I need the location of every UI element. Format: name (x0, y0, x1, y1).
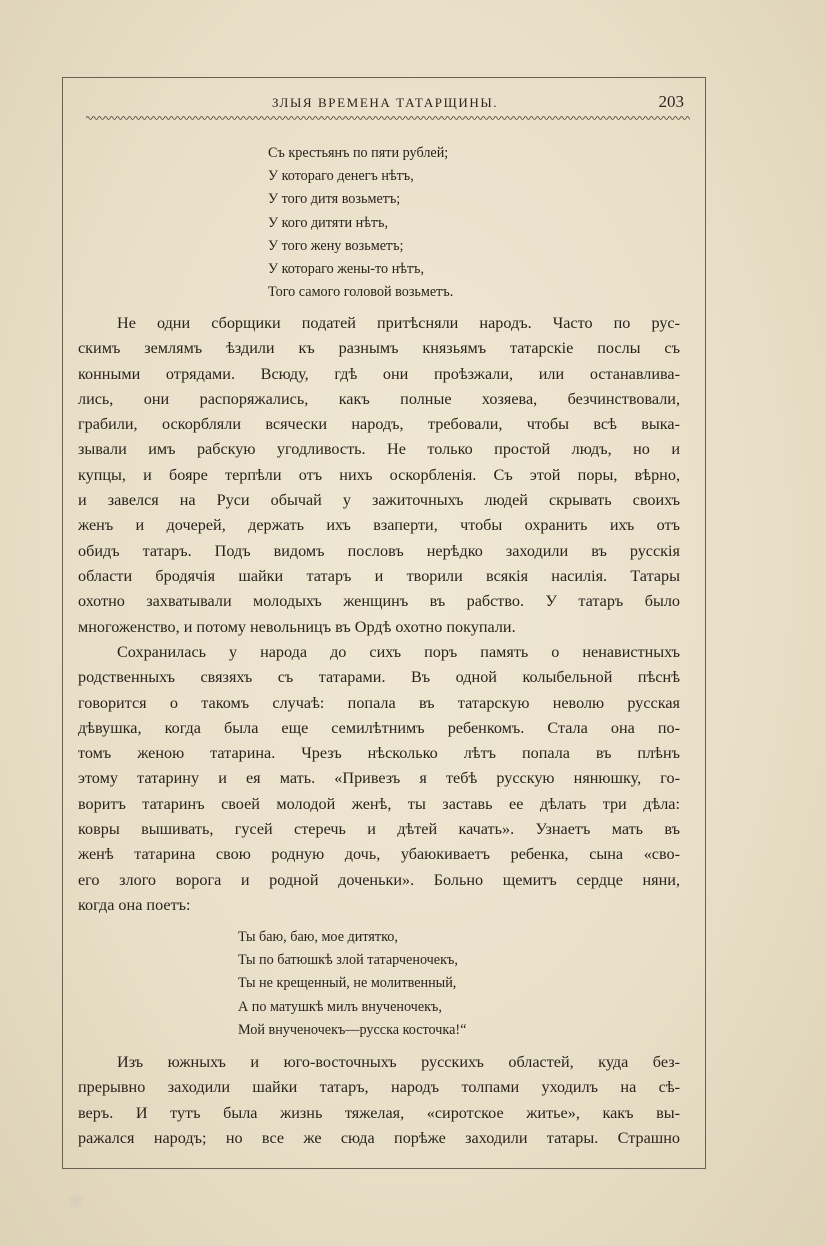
text-line: этому татарину и ея мать. «Привезъ я тебѣ русскую нянюшку, го- (78, 769, 680, 788)
paper-stain (68, 1193, 84, 1209)
text-line: Изъ южныхъ и юго-восточныхъ русскихъ областей, куда без- (117, 1053, 680, 1071)
poem-line: Мой внученочекъ—русска косточка!“ (238, 1021, 467, 1038)
text-line: зывали имъ рабскую угодливость. Не только простой людъ, но и (78, 440, 680, 459)
text-line: и завелся на Руси обычай у зажиточныхъ людей скрывать своихъ (78, 491, 680, 510)
page-number: 203 (658, 92, 684, 111)
text-line: родственныхъ связяхъ съ татарами. Въ одной колыбельной пѣснѣ (78, 668, 680, 687)
header-wavy-rule (86, 114, 690, 122)
text-line: лись, они распоряжались, какъ полные хозяева, безчинствовали, (78, 389, 680, 408)
text-line: Сохранилась у народа до сихъ поръ память о ненавистныхъ (117, 643, 680, 661)
poem-line: У того дитя возьметъ; (268, 191, 401, 208)
text-line: его злого ворога и родной доченьки». Больно щемитъ сердце няни, (78, 870, 680, 889)
text-line: говорится о такомъ случаѣ: попала въ татарскую неволю русская (78, 693, 680, 712)
poem-top (268, 142, 453, 304)
text-line: дѣвушка, когда была еще семилѣтнимъ ребенкомъ. Стала она по- (78, 718, 680, 737)
text-line: области бродячія шайки татаръ и творили всякія насилія. Татары (78, 566, 680, 585)
poem-line: Ты баю, баю, мое дитятко, (238, 929, 398, 945)
poem-line: У того жену возьметъ; (268, 237, 404, 254)
text-line: женѣ татарина свою родную дочь, убаюкиваетъ ребенка, сына «сво- (78, 845, 680, 864)
poem-line: У кого дитяти нѣтъ, (268, 214, 389, 231)
text-line: томъ женою татарина. Чрезъ нѣсколько лѣтъ попала въ плѣнъ (78, 744, 680, 763)
poem-line: У котораго денегъ нѣтъ, (268, 168, 414, 185)
poem-line: У котораго жены-то нѣтъ, (268, 260, 425, 277)
text-line: когда она поетъ: (78, 895, 191, 914)
paragraph-2 (78, 640, 680, 918)
running-title: ЗЛЫЯ ВРЕМЕНА ТАТАРЩИНЫ. (272, 95, 499, 110)
poem-line: Ты не крещенный, не молитвенный, (238, 975, 457, 992)
text-line: прерывно заходили шайки татаръ, народъ толпами уходилъ на сѣ- (78, 1078, 680, 1097)
text-line: женъ и дочерей, держать ихъ взаперти, чтобы охранить ихъ отъ (78, 516, 680, 535)
text-line: Не одни сборщики податей притѣсняли народъ. Часто по рус- (117, 314, 680, 332)
poem-line: А по матушкѣ милъ внученочекъ, (238, 998, 442, 1015)
text-line: ражался народъ; но все же сюда порѣже заходили татары. Страшно (78, 1128, 680, 1147)
text-line: многоженство, и потому невольницъ въ Ордѣ охотно покупали. (78, 617, 516, 636)
text-line: скимъ землямъ ѣздили къ разнымъ князьямъ татарскіе послы съ (78, 339, 680, 358)
text-line: охотно захватывали молодыхъ женщинъ въ рабство. У татаръ было (78, 592, 680, 611)
text-line: конными отрядами. Всюду, гдѣ они проѣзжали, или останавлива- (78, 364, 680, 383)
text-line: обидъ татаръ. Подъ видомъ пословъ нерѣдко заходили въ русскія (78, 541, 680, 560)
text-line: веръ. И тутъ была жизнь тяжелая, «сиротское житье», какъ вы- (78, 1103, 680, 1122)
poem-bottom (238, 926, 466, 1042)
text-line: купцы, и бояре терпѣли отъ нихъ оскорбленія. Съ этой поры, вѣрно, (78, 465, 680, 484)
page-header (90, 92, 690, 116)
paragraph-3 (78, 1050, 680, 1151)
paragraph-1 (78, 311, 680, 640)
text-line: воритъ татаринъ своей молодой женѣ, ты заставь ее дѣлать три дѣла: (78, 794, 680, 813)
text-line: ковры вышивать, гусей стеречь и дѣтей качать». Узнаетъ мать въ (78, 820, 680, 839)
poem-line: Ты по батюшкѣ злой татарченочекъ, (238, 952, 458, 969)
poem-line: Того самого головой возьметъ. (268, 284, 454, 301)
poem-line: Съ крестьянъ по пяти рублей; (268, 145, 449, 161)
text-line: грабили, оскорбляли всячески народъ, требовали, чтобы всѣ выка- (78, 415, 680, 434)
